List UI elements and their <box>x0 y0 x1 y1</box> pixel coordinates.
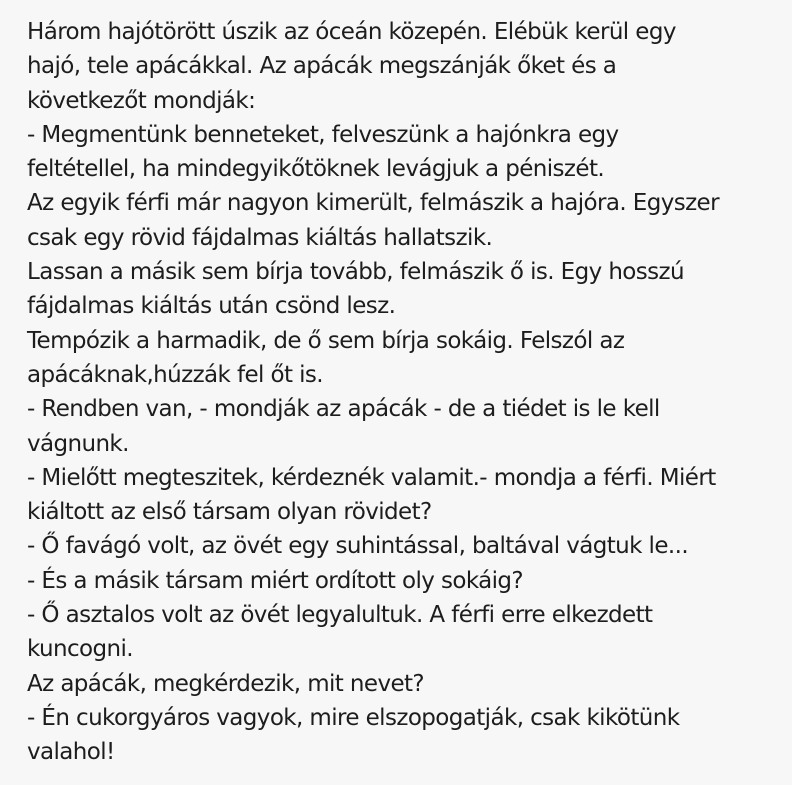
text-line: kuncogni. <box>27 636 133 663</box>
text-line: - Ő asztalos volt az övét legyalultuk. A férfi erre elkezdett <box>27 602 653 629</box>
text-line: Lassan a másik sem bírja tovább, felmászik ő is. Egy hosszú <box>27 259 684 286</box>
text-line: apácáknak,húzzák fel őt is. <box>27 361 324 388</box>
text-line: - És a másik társam miért ordított oly sokáig? <box>27 567 524 594</box>
text-line: vágnunk. <box>27 430 129 457</box>
joke-text <box>27 15 792 770</box>
text-line: Az apácák, megkérdezik, mit nevet? <box>27 670 425 697</box>
text-line: kiáltott az első társam olyan rövidet? <box>27 499 432 526</box>
text-line: fájdalmas kiáltás után csönd lesz. <box>27 293 396 320</box>
text-line: - Én cukorgyáros vagyok, mire elszopogatják, csak kikötünk <box>27 704 680 731</box>
text-line: - Mielőtt megteszitek, kérdeznék valamit.- mondja a férfi. Miért <box>27 464 716 491</box>
text-line: - Megmentünk benneteket, felveszünk a hajónkra egy <box>27 121 619 148</box>
text-line: Az egyik férfi már nagyon kimerült, felmászik a hajóra. Egyszer <box>27 190 719 217</box>
text-line: csak egy rövid fájdalmas kiáltás hallatszik. <box>27 224 493 251</box>
text-line: feltétellel, ha mindegyikőtöknek levágjuk a péniszét. <box>27 156 605 183</box>
text-line: Három hajótörött úszik az óceán közepén. Elébük kerül egy <box>27 19 676 45</box>
text-line: Tempózik a harmadik, de ő sem bírja sokáig. Felszól az <box>27 327 625 354</box>
text-line: - Ő favágó volt, az övét egy suhintással, baltával vágtuk le... <box>27 533 689 560</box>
text-line: valahol! <box>27 739 115 766</box>
text-line: következőt mondják: <box>27 87 256 114</box>
text-line: - Rendben van, - mondják az apácák - de a tiédet is le kell <box>27 396 660 423</box>
text-line: hajó, tele apácákkal. Az apácák megszánják őket és a <box>27 53 617 80</box>
